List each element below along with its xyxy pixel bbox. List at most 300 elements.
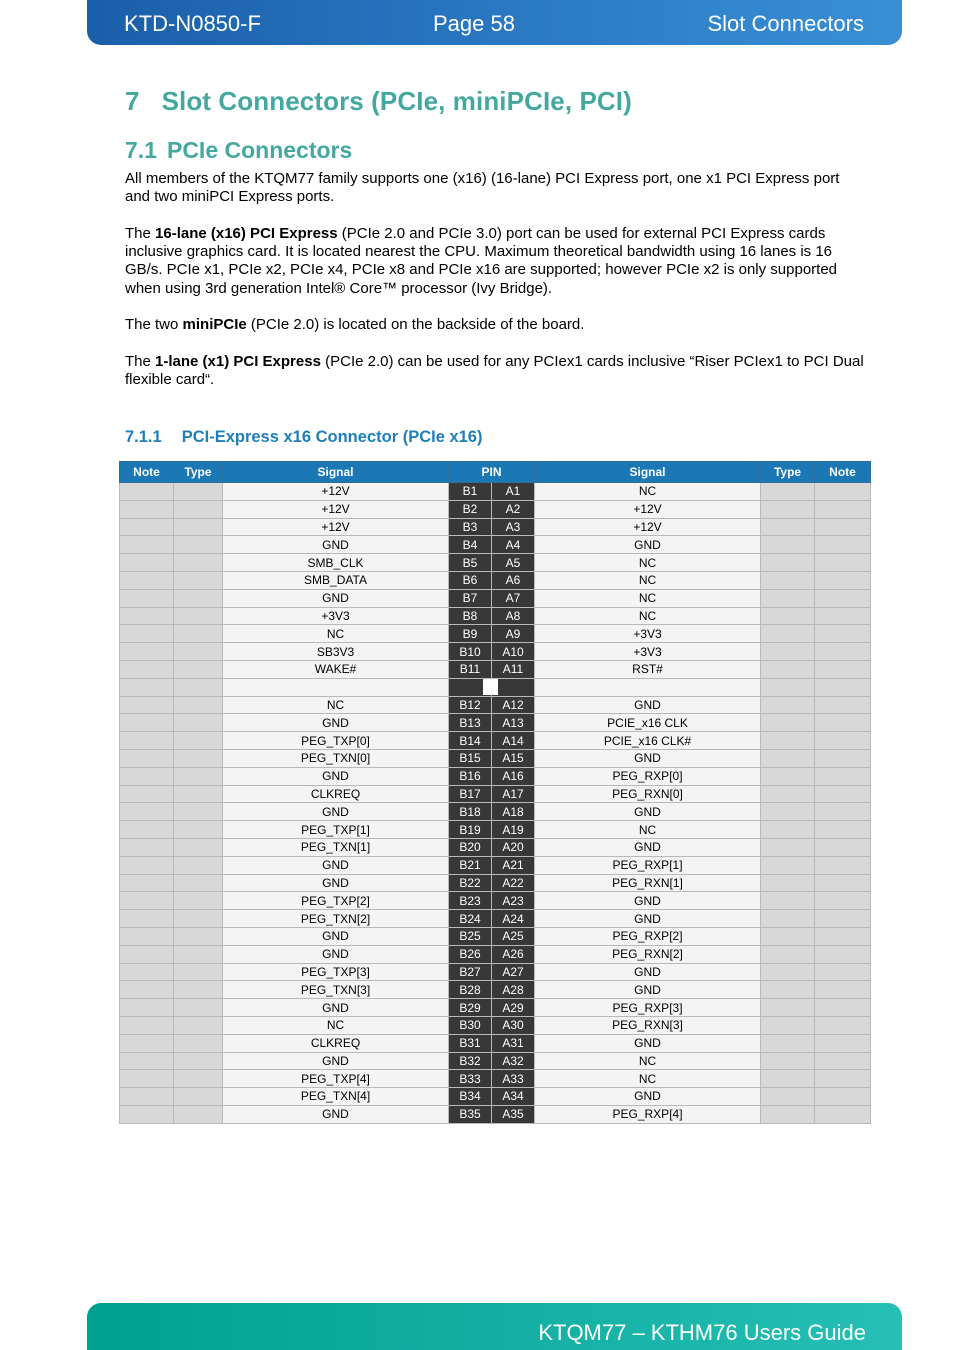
type-left-cell <box>174 536 223 554</box>
type-right-cell <box>761 821 815 839</box>
pin-b-cell: B16 <box>449 767 492 785</box>
type-right-cell <box>761 571 815 589</box>
type-left-cell <box>174 678 223 696</box>
signal-right-cell: NC <box>535 821 761 839</box>
signal-right-cell: +3V3 <box>535 643 761 661</box>
type-right-cell <box>761 999 815 1017</box>
type-left-cell <box>174 785 223 803</box>
pin-a-cell: A13 <box>492 714 535 732</box>
pin-b-cell: B31 <box>449 1034 492 1052</box>
type-left-cell <box>174 732 223 750</box>
table-row <box>120 821 871 839</box>
pin-a-cell: A34 <box>492 1088 535 1106</box>
type-right-cell <box>761 536 815 554</box>
note-left-cell <box>120 1070 174 1088</box>
pin-a-cell: A1 <box>492 483 535 501</box>
type-left-cell <box>174 625 223 643</box>
pin-b-cell: B19 <box>449 821 492 839</box>
signal-right-cell: GND <box>535 1034 761 1052</box>
note-left-cell <box>120 927 174 945</box>
signal-right-cell: GND <box>535 892 761 910</box>
pin-b-cell: B27 <box>449 963 492 981</box>
signal-right-cell: +12V <box>535 518 761 536</box>
table-row <box>120 981 871 999</box>
pin-b-cell: B5 <box>449 554 492 572</box>
type-left-cell <box>174 554 223 572</box>
type-left-cell <box>174 589 223 607</box>
signal-right-cell: NC <box>535 554 761 572</box>
pin-b-cell: B1 <box>449 483 492 501</box>
type-left-cell <box>174 821 223 839</box>
note-left-cell <box>120 838 174 856</box>
type-right-cell <box>761 483 815 501</box>
type-right-cell <box>761 910 815 928</box>
signal-left-cell: CLKREQ <box>223 785 449 803</box>
note-right-cell <box>815 643 871 661</box>
pin-b-cell: B9 <box>449 625 492 643</box>
pin-a-cell: A33 <box>492 1070 535 1088</box>
table-row <box>120 589 871 607</box>
signal-left-cell: PEG_TXP[4] <box>223 1070 449 1088</box>
pin-b-cell: B4 <box>449 536 492 554</box>
connector-key-marker <box>483 679 498 695</box>
signal-right-cell: PEG_RXP[0] <box>535 767 761 785</box>
type-right-cell <box>761 1105 815 1123</box>
table-row <box>120 963 871 981</box>
note-right-cell <box>815 927 871 945</box>
note-left-cell <box>120 1105 174 1123</box>
pin-b-cell: B24 <box>449 910 492 928</box>
type-right-cell <box>761 660 815 678</box>
signal-right-cell: NC <box>535 1070 761 1088</box>
table-header-row <box>120 462 871 483</box>
type-left-cell <box>174 500 223 518</box>
pin-b-cell: B3 <box>449 518 492 536</box>
note-left-cell <box>120 821 174 839</box>
type-right-cell <box>761 696 815 714</box>
note-right-cell <box>815 1016 871 1034</box>
signal-left-cell: +12V <box>223 518 449 536</box>
type-left-cell <box>174 803 223 821</box>
pin-a-cell: A17 <box>492 785 535 803</box>
subsection-number: 7.1.1 <box>125 428 162 446</box>
type-right-cell <box>761 732 815 750</box>
paragraph-x16: The 16-lane (x16) PCI Express (PCIe 2.0 and PCIe 3.0) port can be used for external PCI Express cards inclusive graphics card. It is located nearest the CPU. Maximum theoretical bandwidth using 16 lanes is 16 GB/s. PCIe x1, PCIe x2, PCIe x4, PCIe x8 and PCIe x16 are supported; however PCIe x2 is only supported when using 3rd generation Intel® Core™ processor (Ivy Bridge). <box>125 224 838 297</box>
table-row <box>120 1034 871 1052</box>
pin-b-cell: B11 <box>449 660 492 678</box>
signal-left-cell: PEG_TXN[4] <box>223 1088 449 1106</box>
note-right-cell <box>815 821 871 839</box>
signal-left-cell: SMB_CLK <box>223 554 449 572</box>
signal-right-cell: GND <box>535 838 761 856</box>
type-left-cell <box>174 696 223 714</box>
type-right-cell <box>761 874 815 892</box>
note-left-cell <box>120 660 174 678</box>
note-right-cell <box>815 803 871 821</box>
signal-right-cell: PCIE_x16 CLK# <box>535 732 761 750</box>
pin-b-cell: B14 <box>449 732 492 750</box>
guide-title: KTQM77 – KTHM76 Users Guide <box>538 1320 866 1345</box>
pin-b-cell: B29 <box>449 999 492 1017</box>
pin-a-cell: A27 <box>492 963 535 981</box>
note-left-cell <box>120 910 174 928</box>
pin-b-cell: B23 <box>449 892 492 910</box>
pin-b-cell: B2 <box>449 500 492 518</box>
note-left-cell <box>120 785 174 803</box>
signal-left-cell: +12V <box>223 483 449 501</box>
pin-b-cell: B13 <box>449 714 492 732</box>
signal-right-cell: GND <box>535 749 761 767</box>
pin-a-cell: A19 <box>492 821 535 839</box>
pin-a-cell: A10 <box>492 643 535 661</box>
note-left-cell <box>120 678 174 696</box>
signal-left-cell: GND <box>223 714 449 732</box>
page-number: Page 58 <box>433 11 515 36</box>
signal-right-cell: +12V <box>535 500 761 518</box>
pin-b-cell: B30 <box>449 1016 492 1034</box>
signal-right-cell: PEG_RXP[4] <box>535 1105 761 1123</box>
table-row <box>120 874 871 892</box>
type-right-cell <box>761 1034 815 1052</box>
table-row <box>120 1105 871 1123</box>
pinout-table <box>119 461 871 1124</box>
pin-a-cell: A5 <box>492 554 535 572</box>
type-right-cell <box>761 518 815 536</box>
section-title: PCIe Connectors <box>166 137 353 163</box>
type-right-cell <box>761 1052 815 1070</box>
note-right-cell <box>815 749 871 767</box>
page-header <box>87 0 902 45</box>
signal-left-cell: NC <box>223 1016 449 1034</box>
type-right-cell <box>761 1016 815 1034</box>
note-left-cell <box>120 571 174 589</box>
note-right-cell <box>815 767 871 785</box>
pin-a-cell: A16 <box>492 767 535 785</box>
signal-right-cell: NC <box>535 571 761 589</box>
paragraph-minipcie: The two miniPCIe (PCIe 2.0) is located on the backside of the board. <box>125 316 585 334</box>
signal-right-cell: NC <box>535 607 761 625</box>
signal-left-cell: GND <box>223 1105 449 1123</box>
note-right-cell <box>815 999 871 1017</box>
table-row <box>120 838 871 856</box>
note-left-cell <box>120 945 174 963</box>
signal-right-cell: GND <box>535 981 761 999</box>
table-row <box>120 1052 871 1070</box>
note-left-cell <box>120 749 174 767</box>
header-section-title: Slot Connectors <box>707 11 864 36</box>
type-right-cell <box>761 892 815 910</box>
note-right-cell <box>815 1052 871 1070</box>
signal-right-cell: RST# <box>535 660 761 678</box>
table-row <box>120 678 871 696</box>
pin-a-cell: A6 <box>492 571 535 589</box>
pin-a-cell: A4 <box>492 536 535 554</box>
pin-a-cell: A11 <box>492 660 535 678</box>
signal-right-cell: GND <box>535 1088 761 1106</box>
section-number: 7.1 <box>125 137 157 163</box>
pin-b-cell: B21 <box>449 856 492 874</box>
note-left-cell <box>120 732 174 750</box>
col-header-note-right: Note <box>815 462 871 483</box>
table-row <box>120 785 871 803</box>
signal-left-cell: CLKREQ <box>223 1034 449 1052</box>
note-right-cell <box>815 910 871 928</box>
pin-a-cell: A30 <box>492 1016 535 1034</box>
table-row <box>120 927 871 945</box>
pin-a-cell: A22 <box>492 874 535 892</box>
note-right-cell <box>815 625 871 643</box>
table-row <box>120 892 871 910</box>
table-row <box>120 749 871 767</box>
signal-left-cell: PEG_TXP[0] <box>223 732 449 750</box>
type-left-cell <box>174 963 223 981</box>
type-left-cell <box>174 1034 223 1052</box>
col-header-pin: PIN <box>449 462 535 483</box>
note-right-cell <box>815 500 871 518</box>
col-header-note-left: Note <box>120 462 174 483</box>
table-row <box>120 999 871 1017</box>
type-right-cell <box>761 749 815 767</box>
paragraph-overview: All members of the KTQM77 family supports one (x16) (16-lane) PCI Express port, one x1 PCI Express port and two miniPCI Express ports. <box>125 170 840 206</box>
signal-left-cell: GND <box>223 999 449 1017</box>
type-left-cell <box>174 856 223 874</box>
pin-b-cell: B8 <box>449 607 492 625</box>
type-left-cell <box>174 714 223 732</box>
type-left-cell <box>174 874 223 892</box>
table-row <box>120 625 871 643</box>
signal-left-cell: PEG_TXP[1] <box>223 821 449 839</box>
signal-right-cell: NC <box>535 589 761 607</box>
pin-b-cell: B32 <box>449 1052 492 1070</box>
note-right-cell <box>815 571 871 589</box>
table-row <box>120 643 871 661</box>
signal-left-cell: GND <box>223 856 449 874</box>
pin-a-cell: A28 <box>492 981 535 999</box>
pin-a-cell: A21 <box>492 856 535 874</box>
table-row <box>120 483 871 501</box>
type-right-cell <box>761 554 815 572</box>
note-left-cell <box>120 803 174 821</box>
note-right-cell <box>815 892 871 910</box>
note-left-cell <box>120 1016 174 1034</box>
pinout-table-body <box>120 483 871 1124</box>
signal-right-cell: GND <box>535 910 761 928</box>
signal-left-cell: PEG_TXP[2] <box>223 892 449 910</box>
table-row <box>120 554 871 572</box>
note-left-cell <box>120 1034 174 1052</box>
type-right-cell <box>761 678 815 696</box>
note-right-cell <box>815 945 871 963</box>
signal-left-cell: GND <box>223 927 449 945</box>
type-left-cell <box>174 1105 223 1123</box>
signal-left-cell: GND <box>223 536 449 554</box>
pin-b-cell: B15 <box>449 749 492 767</box>
pin-a-cell: A24 <box>492 910 535 928</box>
pin-b-cell: B18 <box>449 803 492 821</box>
note-left-cell <box>120 518 174 536</box>
pin-a-cell: A8 <box>492 607 535 625</box>
note-right-cell <box>815 483 871 501</box>
pin-b-cell: B22 <box>449 874 492 892</box>
pin-a-cell: A15 <box>492 749 535 767</box>
doc-id: KTD-N0850-F <box>124 11 261 36</box>
table-row <box>120 910 871 928</box>
type-right-cell <box>761 1070 815 1088</box>
pin-a-cell: A35 <box>492 1105 535 1123</box>
type-left-cell <box>174 838 223 856</box>
type-right-cell <box>761 803 815 821</box>
signal-right-cell: +3V3 <box>535 625 761 643</box>
table-row <box>120 1016 871 1034</box>
table-row <box>120 1088 871 1106</box>
note-right-cell <box>815 589 871 607</box>
signal-left-cell: PEG_TXN[1] <box>223 838 449 856</box>
pin-b-cell: B26 <box>449 945 492 963</box>
type-right-cell <box>761 589 815 607</box>
pin-b-cell: B20 <box>449 838 492 856</box>
note-right-cell <box>815 536 871 554</box>
table-row <box>120 518 871 536</box>
pin-a-cell: A32 <box>492 1052 535 1070</box>
note-left-cell <box>120 892 174 910</box>
chapter-number: 7 <box>125 86 140 116</box>
signal-left-cell: PEG_TXP[3] <box>223 963 449 981</box>
col-header-signal-left: Signal <box>223 462 449 483</box>
pin-a-cell: A9 <box>492 625 535 643</box>
signal-left-cell: SMB_DATA <box>223 571 449 589</box>
type-right-cell <box>761 1088 815 1106</box>
signal-right-cell: NC <box>535 483 761 501</box>
table-row <box>120 500 871 518</box>
pin-a-cell: A3 <box>492 518 535 536</box>
type-left-cell <box>174 660 223 678</box>
note-left-cell <box>120 999 174 1017</box>
note-left-cell <box>120 536 174 554</box>
note-right-cell <box>815 660 871 678</box>
note-left-cell <box>120 767 174 785</box>
signal-right-cell: GND <box>535 536 761 554</box>
note-left-cell <box>120 643 174 661</box>
pin-b-cell: B6 <box>449 571 492 589</box>
signal-right-cell: PEG_RXP[1] <box>535 856 761 874</box>
note-right-cell <box>815 1034 871 1052</box>
signal-left-cell: WAKE# <box>223 660 449 678</box>
type-left-cell <box>174 1088 223 1106</box>
page-footer <box>87 1303 902 1350</box>
signal-left-cell: GND <box>223 767 449 785</box>
signal-right-cell: PEG_RXN[0] <box>535 785 761 803</box>
signal-left-cell: GND <box>223 589 449 607</box>
pin-a-cell: A18 <box>492 803 535 821</box>
signal-left-cell: PEG_TXN[0] <box>223 749 449 767</box>
type-left-cell <box>174 749 223 767</box>
note-right-cell <box>815 1105 871 1123</box>
note-right-cell <box>815 678 871 696</box>
note-left-cell <box>120 483 174 501</box>
note-left-cell <box>120 554 174 572</box>
table-row <box>120 767 871 785</box>
note-left-cell <box>120 1052 174 1070</box>
note-left-cell <box>120 963 174 981</box>
signal-left-cell: GND <box>223 874 449 892</box>
signal-right-cell: GND <box>535 963 761 981</box>
pin-a-cell: A7 <box>492 589 535 607</box>
type-right-cell <box>761 785 815 803</box>
note-right-cell <box>815 838 871 856</box>
note-right-cell <box>815 714 871 732</box>
col-header-signal-right: Signal <box>535 462 761 483</box>
note-right-cell <box>815 856 871 874</box>
col-header-type-right: Type <box>761 462 815 483</box>
type-right-cell <box>761 767 815 785</box>
type-left-cell <box>174 1016 223 1034</box>
pin-a-cell: A2 <box>492 500 535 518</box>
table-row <box>120 714 871 732</box>
table-row <box>120 696 871 714</box>
signal-left-cell: PEG_TXN[2] <box>223 910 449 928</box>
pin-b-cell: B12 <box>449 696 492 714</box>
pin-b-cell: B7 <box>449 589 492 607</box>
type-left-cell <box>174 607 223 625</box>
note-right-cell <box>815 785 871 803</box>
subsection-heading <box>125 428 482 447</box>
note-right-cell <box>815 1088 871 1106</box>
signal-left-cell: NC <box>223 625 449 643</box>
pin-b-cell <box>449 678 492 696</box>
pin-a-cell: A20 <box>492 838 535 856</box>
type-left-cell <box>174 643 223 661</box>
note-right-cell <box>815 732 871 750</box>
signal-left-cell: GND <box>223 1052 449 1070</box>
table-row <box>120 803 871 821</box>
type-left-cell <box>174 945 223 963</box>
type-right-cell <box>761 500 815 518</box>
table-row <box>120 571 871 589</box>
type-right-cell <box>761 963 815 981</box>
table-row <box>120 945 871 963</box>
signal-right-cell: PCIE_x16 CLK <box>535 714 761 732</box>
signal-right-cell: NC <box>535 1052 761 1070</box>
note-left-cell <box>120 607 174 625</box>
type-left-cell <box>174 1070 223 1088</box>
table-row <box>120 1070 871 1088</box>
pin-b-cell: B28 <box>449 981 492 999</box>
note-left-cell <box>120 500 174 518</box>
note-left-cell <box>120 714 174 732</box>
note-right-cell <box>815 696 871 714</box>
note-right-cell <box>815 554 871 572</box>
pin-a-cell: A26 <box>492 945 535 963</box>
signal-right-cell: GND <box>535 803 761 821</box>
section-body <box>125 170 865 408</box>
type-right-cell <box>761 981 815 999</box>
pin-b-cell: B17 <box>449 785 492 803</box>
pin-a-cell: A12 <box>492 696 535 714</box>
note-right-cell <box>815 874 871 892</box>
note-left-cell <box>120 981 174 999</box>
type-left-cell <box>174 767 223 785</box>
table-row <box>120 856 871 874</box>
note-right-cell <box>815 518 871 536</box>
type-left-cell <box>174 927 223 945</box>
note-left-cell <box>120 625 174 643</box>
signal-left-cell: PEG_TXN[3] <box>223 981 449 999</box>
signal-left-cell: SB3V3 <box>223 643 449 661</box>
type-left-cell <box>174 483 223 501</box>
signal-right-cell <box>535 678 761 696</box>
signal-right-cell: GND <box>535 696 761 714</box>
type-left-cell <box>174 999 223 1017</box>
